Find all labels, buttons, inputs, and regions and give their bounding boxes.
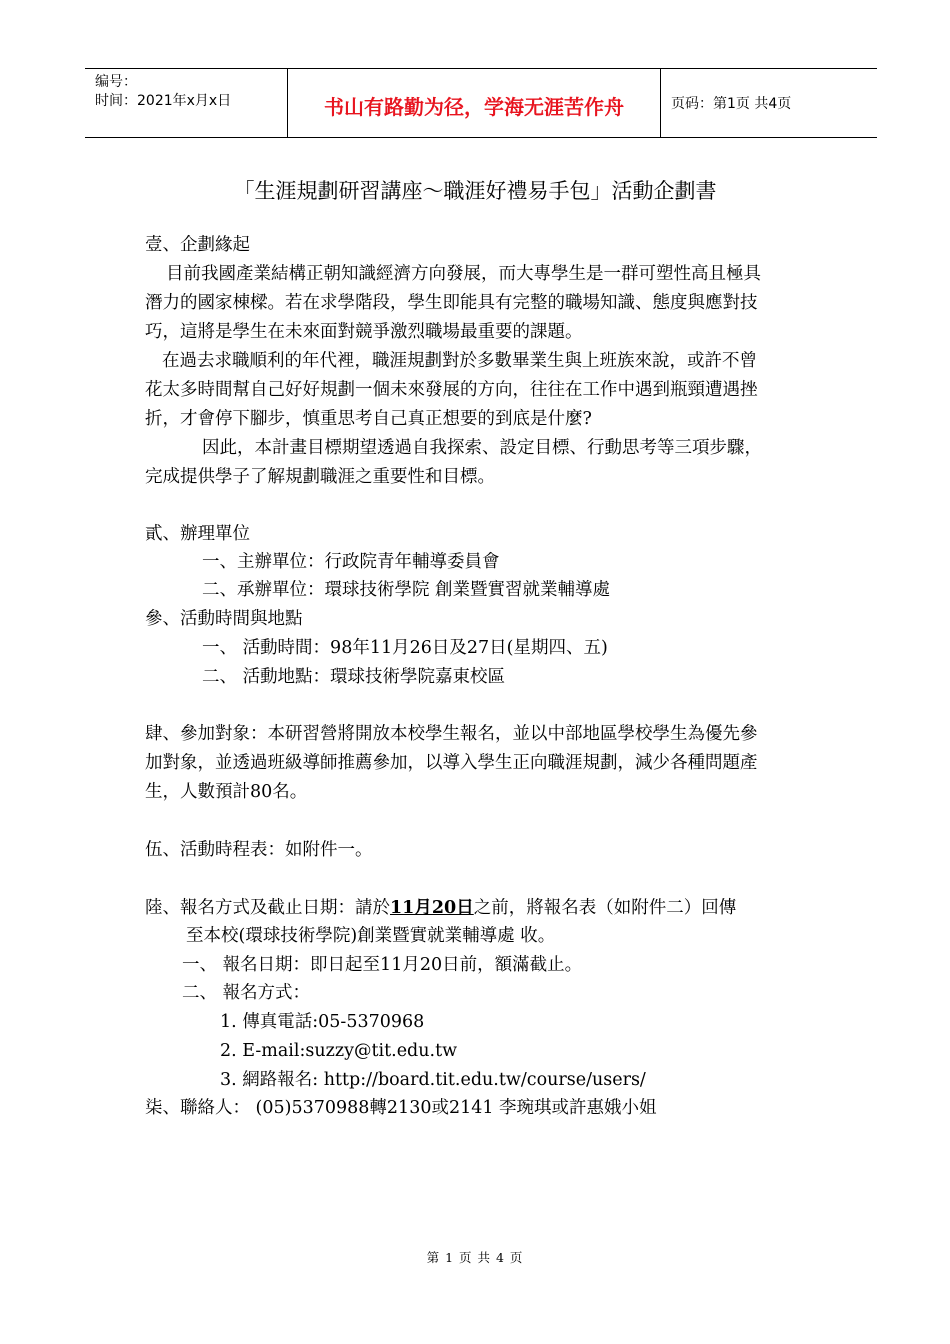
list-item: 二、 報名方式： [182, 983, 311, 1003]
contact-line: 柒、聯絡人： (05)5370988轉2130或2141 李琬琪或許惠娥小姐 [145, 1098, 657, 1118]
page-number-label: 页码：第1页 共4页 [671, 96, 792, 112]
paragraph-line: 花太多時間幫自己好好規劃一個未來發展的方向，往往在工作中遇到瓶頸遭遇挫 [145, 380, 758, 400]
section5-line: 伍、活動時程表：如附件一。 [145, 840, 373, 860]
paragraph-line: 潛力的國家棟樑。若在求學階段，學生即能具有完整的職場知識、態度與應對技 [145, 293, 758, 313]
section6-text-after: 之前，將報名表（如附件二）回傳 [473, 898, 737, 918]
paragraph-line: 在過去求職順利的年代裡，職涯規劃對於多數畢業生與上班族來說，或許不曾 [162, 351, 757, 371]
section6-text-before: 陸、報名方式及截止日期：請於 [145, 898, 390, 918]
paragraph-line: 生，人數預計80名。 [145, 782, 308, 802]
paragraph-line: 巧，這將是學生在未來面對競爭激烈職場最重要的課題。 [145, 322, 583, 342]
paragraph-line: 至本校(環球技術學院)創業暨實就業輔導處 收。 [186, 926, 556, 946]
paragraph-line: 完成提供學子了解規劃職涯之重要性和目標。 [145, 467, 495, 487]
section6-line1 [145, 898, 736, 918]
list-item: 一、 活動時間：98年11月26日及27日(星期四、五) [202, 638, 608, 658]
section1-heading: 壹、企劃緣起 [145, 235, 250, 255]
header-page-cell [661, 69, 877, 137]
motto-text: 书山有路勤为径，学海无涯苦作舟 [324, 95, 624, 119]
page-header-table [85, 68, 877, 138]
paragraph-line: 目前我國產業結構正朝知識經濟方向發展，而大專學生是一群可塑性高且極具 [166, 264, 761, 284]
time-label: 时间：2021年x月x日 [95, 93, 232, 109]
list-item: 二、承辦單位：環球技術學院 創業暨實習就業輔導處 [202, 580, 611, 600]
fax-method: 1. 傳真電話:05-5370968 [220, 1012, 425, 1032]
paragraph-line: 折，才會停下腳步，慎重思考自己真正想要的到底是什麼? [145, 409, 592, 429]
email-method: 2. E-mail:suzzy@tit.edu.tw [220, 1041, 458, 1061]
deadline-date: 11月20日 [390, 898, 474, 918]
document-title: 「生涯規劃研習講座～職涯好禮易手包」活動企劃書 [233, 179, 717, 203]
list-item: 一、 報名日期：即日起至11月20日前，額滿截止。 [182, 955, 583, 975]
list-item: 一、主辦單位：行政院青年輔導委員會 [202, 552, 500, 572]
section3-heading: 參、活動時間與地點 [145, 609, 303, 629]
online-method: 3. 網路報名: http://board.tit.edu.tw/course/users/ [220, 1070, 646, 1090]
paragraph-line: 肆、參加對象：本研習營將開放本校學生報名，並以中部地區學校學生為優先參 [145, 724, 758, 744]
section2-heading: 貳、辦理單位 [145, 524, 250, 544]
header-meta-cell [85, 69, 288, 137]
page-footer: 第 1 页 共 4 页 [426, 1250, 524, 1265]
list-item: 二、 活動地點：環球技術學院嘉東校區 [202, 667, 506, 687]
paragraph-line: 加對象，並透過班級導師推薦參加，以導入學生正向職涯規劃，減少各種問題產 [145, 753, 758, 773]
paragraph-line: 因此，本計畫目標期望透過自我探索、設定目標、行動思考等三項步驟， [202, 438, 762, 458]
header-motto-cell [288, 69, 661, 137]
number-label: 编号： [95, 74, 137, 90]
